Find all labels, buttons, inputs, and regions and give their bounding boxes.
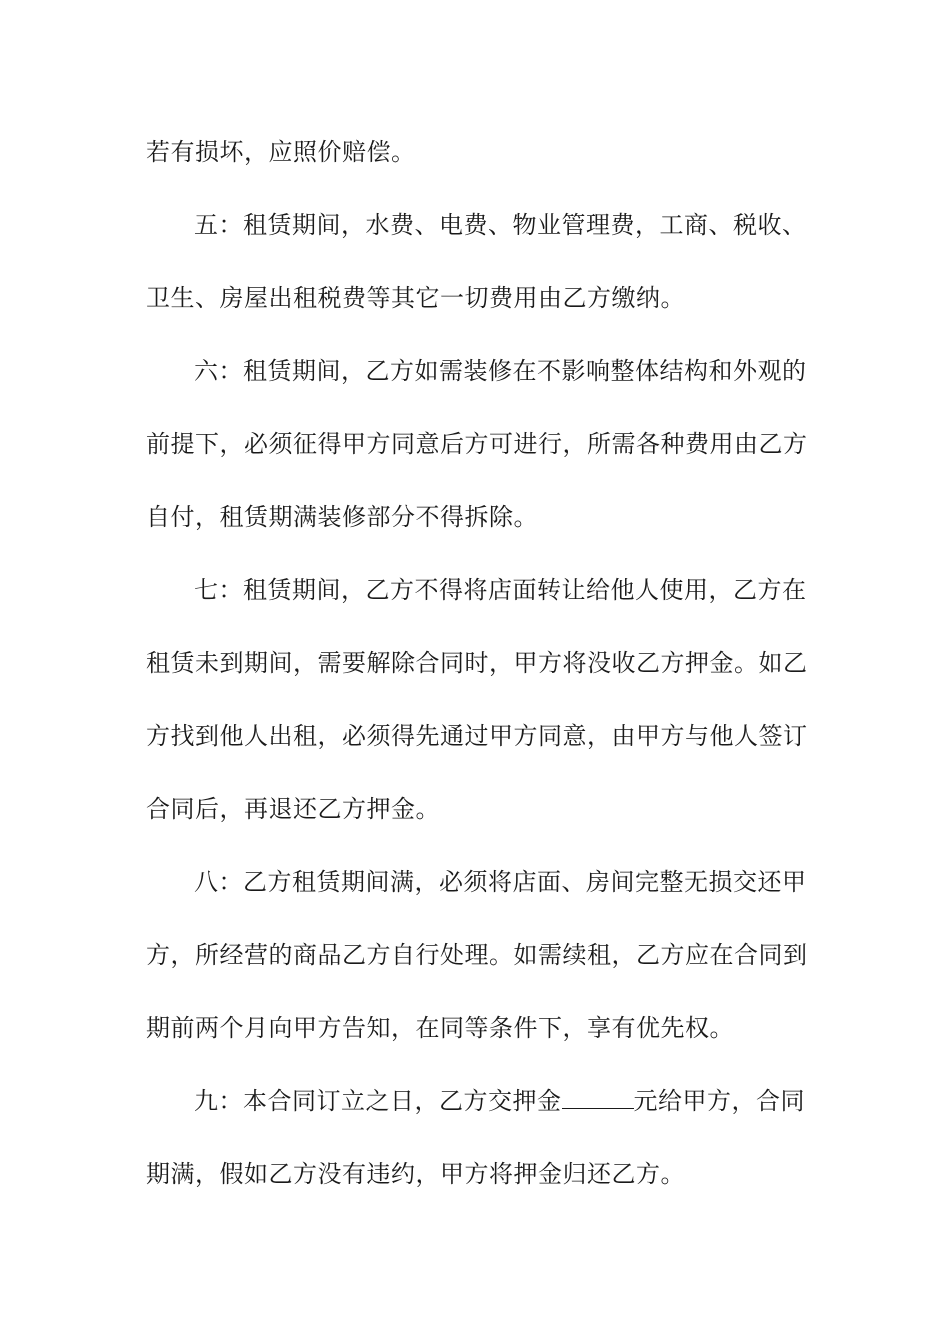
text-line: 租赁未到期间，需要解除合同时，甲方将没收乙方押金。如乙 (146, 649, 808, 677)
paragraph-9 (146, 1077, 808, 1199)
text-line: 自付，租赁期满装修部分不得拆除。 (146, 503, 538, 531)
paragraph-4-tail (146, 128, 808, 177)
text-line: 六：租赁期间，乙方如需装修在不影响整体结构和外观的 (194, 357, 807, 385)
text-line: 七：租赁期间，乙方不得将店面转让给他人使用，乙方在 (194, 576, 807, 604)
paragraph-8 (146, 858, 808, 1053)
text-line: 方，所经营的商品乙方自行处理。如需续租，乙方应在合同到 (146, 941, 808, 969)
document-body (146, 128, 808, 1223)
text-line: 五：租赁期间，水费、电费、物业管理费，工商、税收、 (194, 211, 807, 239)
paragraph-5 (146, 201, 808, 323)
text-line (146, 1077, 808, 1126)
text-line: 期前两个月向甲方告知，在同等条件下，享有优先权。 (146, 1014, 734, 1042)
text-line: 若有损坏，应照价赔偿。 (146, 138, 416, 166)
text-line: 八：乙方租赁期间满，必须将店面、房间完整无损交还甲 (194, 868, 807, 896)
text-line: 方找到他人出租，必须得先通过甲方同意，由甲方与他人签订 (146, 722, 808, 750)
paragraph-6 (146, 347, 808, 542)
deposit-amount-blank (562, 1086, 634, 1109)
paragraph-7 (146, 566, 808, 834)
text-line: 合同后，再退还乙方押金。 (146, 795, 440, 823)
text-segment: 九：本合同订立之日，乙方交押金 (194, 1087, 562, 1115)
text-line: 卫生、房屋出租税费等其它一切费用由乙方缴纳。 (146, 284, 685, 312)
text-line: 前提下，必须征得甲方同意后方可进行，所需各种费用由乙方 (146, 430, 808, 458)
text-line: 期满，假如乙方没有违约，甲方将押金归还乙方。 (146, 1160, 685, 1188)
text-segment: 元给甲方，合同 (633, 1087, 805, 1115)
